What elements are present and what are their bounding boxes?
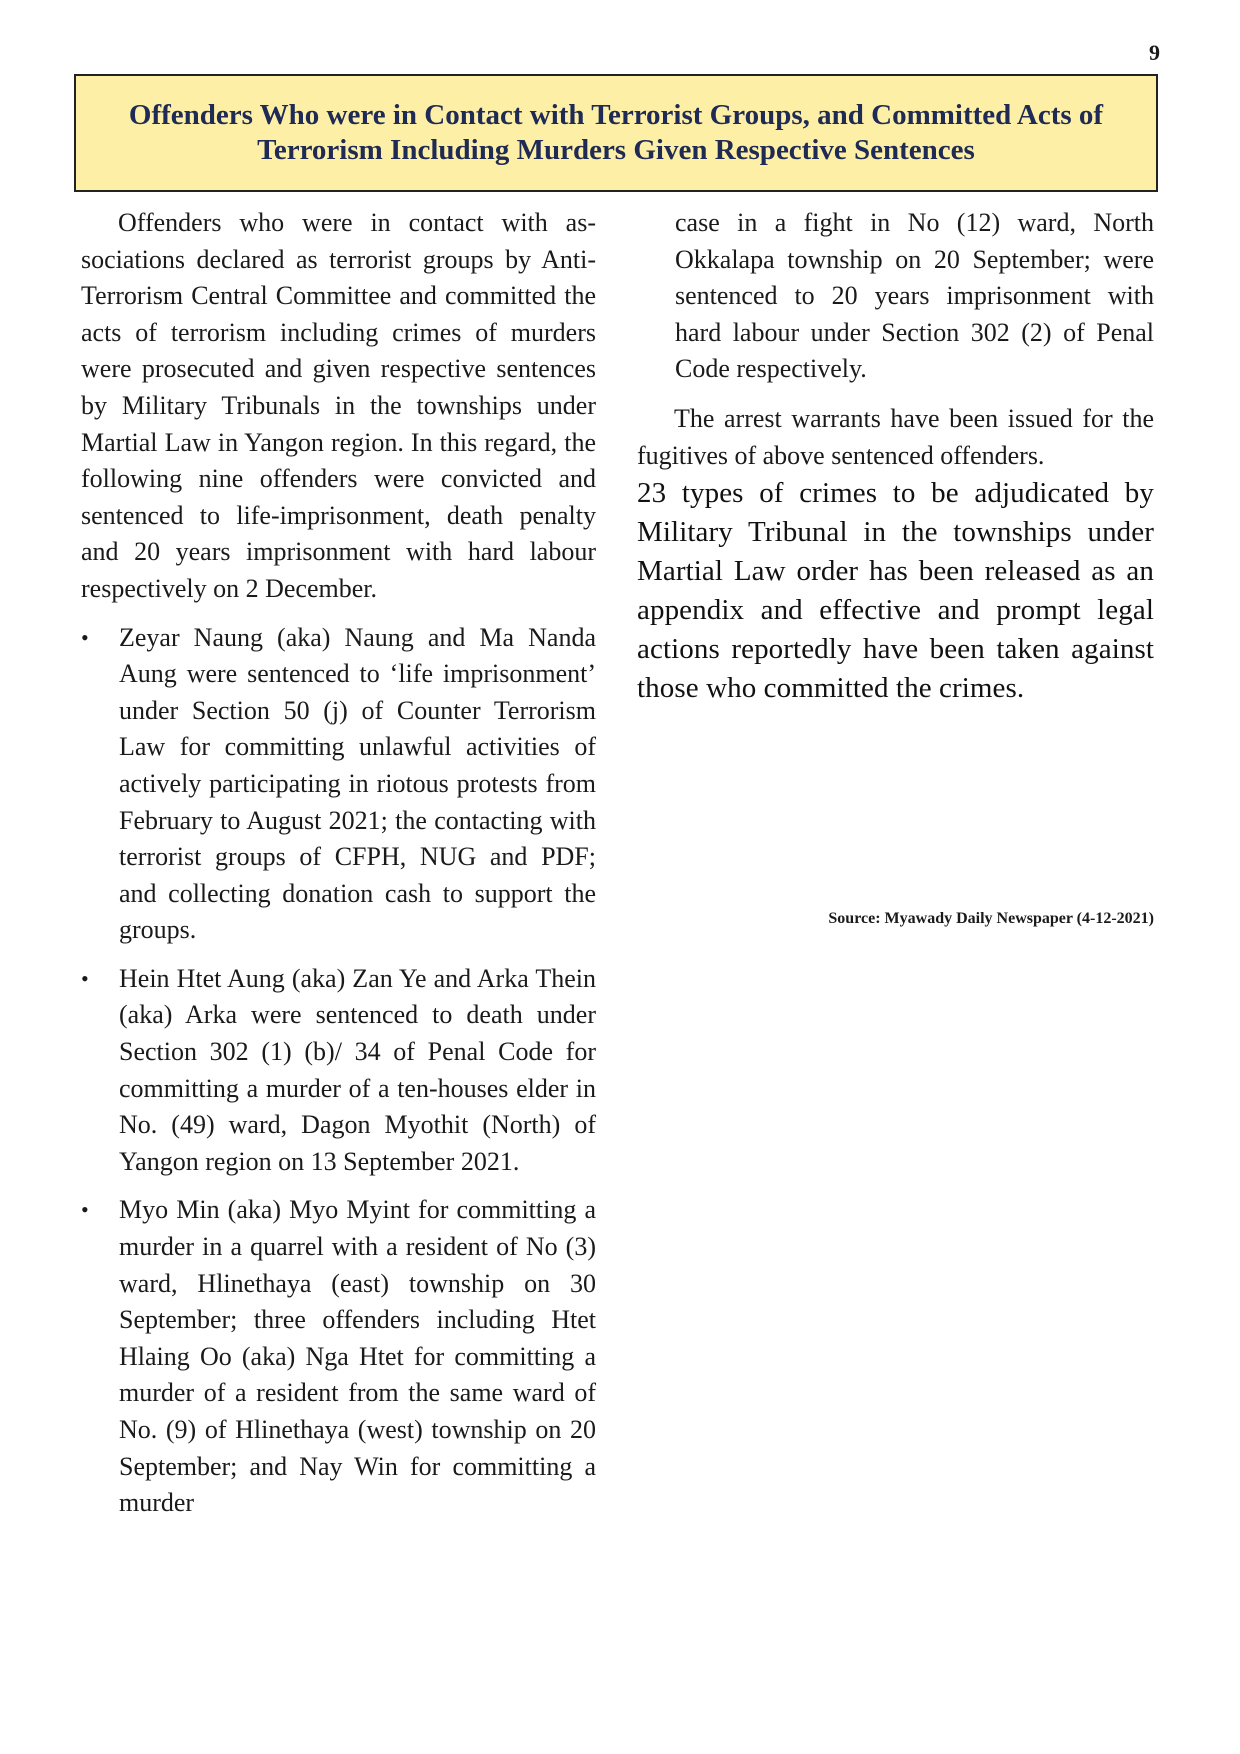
source-citation: Source: Myawady Daily Newspaper (4-12-2021) bbox=[828, 910, 1154, 927]
emphasis-paragraph: 23 types of crimes to be adjudicated by Military Tribunal in the townships under Martial Law order has been released as an appendix and effective and prompt legal actions reportedly have been taken against those who committed the crimes. bbox=[637, 477, 1154, 705]
title-banner bbox=[74, 74, 1158, 192]
intro-paragraph: Offenders who were in contact with associations declared as terrorist groups by Anti-Terrorism Central Committee and committed the acts of terrorism including crimes of murders were prosecuted and given respective sentences by Military Tribunals in the townships under Martial Law in Yangon region. In this regard, the following nine offenders were convicted and sentenced to life-imprisonment, death penalty and 20 years imprisonment with hard labour respectively on 2 December. bbox=[81, 208, 596, 603]
bullet-icon: • bbox=[81, 624, 89, 650]
list-item bbox=[81, 620, 596, 949]
bullet-text: Zeyar Naung (aka) Naung and Ma Nanda Aung were sentenced to ‘life imprisonment’ under Section 50 (j) of Counter Terrorism Law for committing unlawful activities of actively participating in riotous protests from February to August 2021; the contacting with terrorist groups of CFPH, NUG and PDF; and collecting donation cash to support the groups. bbox=[119, 622, 596, 945]
list-item bbox=[81, 961, 596, 1181]
bullet-icon: • bbox=[81, 1197, 89, 1223]
page-number: 9 bbox=[1149, 40, 1160, 65]
bullet-text: Hein Htet Aung (aka) Zan Ye and Arka Thein (aka) Arka were sentenced to death under Section 302 (1) (b)/ 34 of Penal Code for committing a murder of a ten-houses elder in No. (49) ward, Dagon Myothit (North) of Yangon region on 13 September 2021. bbox=[119, 963, 596, 1176]
title-line-2: Terrorism Including Murders Given Respective Sentences bbox=[257, 134, 975, 166]
warrants-paragraph: The arrest warrants have been issued for the fugitives of above sentenced offenders. bbox=[637, 403, 1154, 470]
continuation-paragraph: case in a fight in No (12) ward, North Okkalapa township on 20 September; were sentenced to 20 years imprisonment with hard labour under Section 302 (2) of Penal Code respectively. bbox=[675, 208, 1154, 384]
list-item bbox=[81, 1192, 596, 1521]
left-column bbox=[81, 205, 596, 1522]
title-line-1: Offenders Who were in Contact with Terrorist Groups, and Committed Acts of bbox=[128, 99, 1104, 131]
bullet-text: Myo Min (aka) Myo Myint for committing a murder in a quarrel with a resident of No (3) ward, Hlinethaya (east) township on 30 September; three offenders including Htet Hlaing Oo (aka) Nga Htet for committing a murder of a resident from the same ward of No. (9) of Hlinethaya (west) township on 20 September; and Nay Win for committing a murder bbox=[119, 1195, 596, 1518]
bullet-icon: • bbox=[81, 965, 89, 991]
right-column bbox=[637, 205, 1154, 708]
